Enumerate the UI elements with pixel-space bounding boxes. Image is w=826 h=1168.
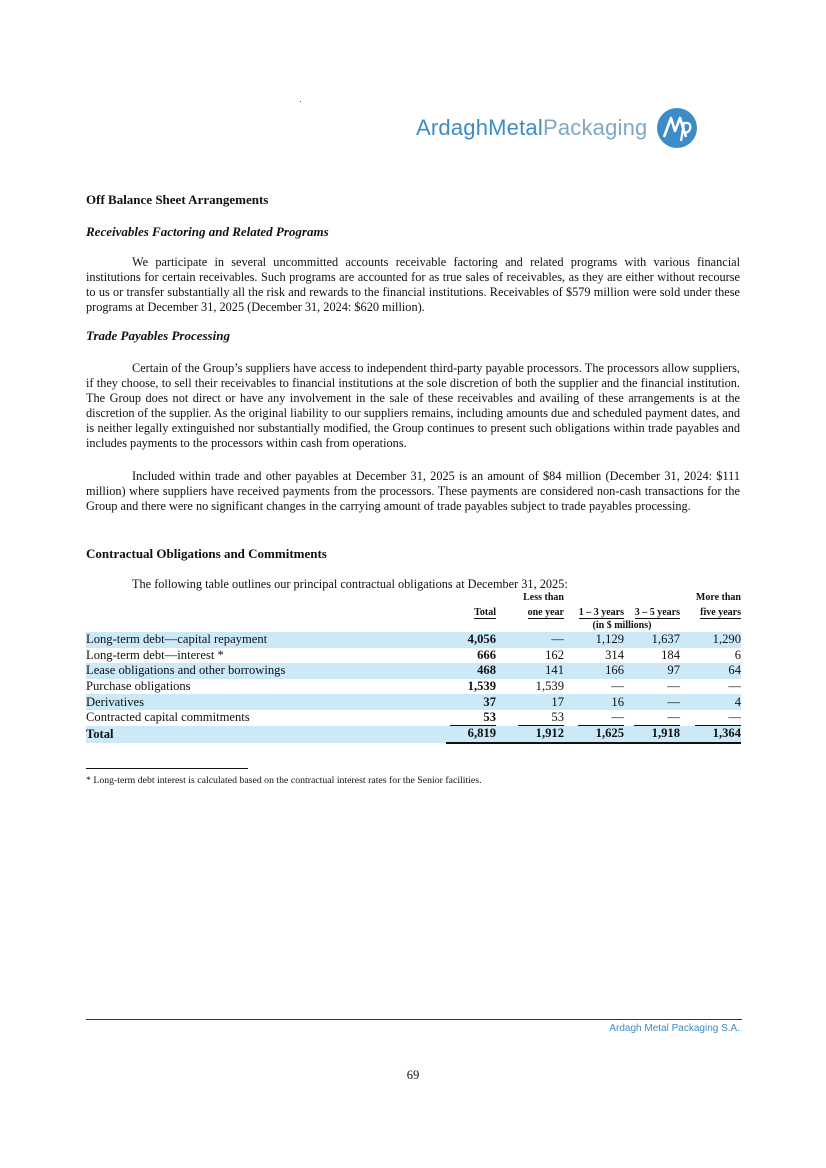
footer-divider — [86, 1019, 742, 1020]
footnote-divider — [86, 768, 248, 769]
header-lt1-line2: one year — [527, 607, 564, 618]
table-row: Long-term debt—capital repayment 4,056 — 1,129 1,637 1,290 — [86, 632, 741, 647]
table-row: Contracted capital commitments 53 53 — — — — [86, 709, 741, 725]
paragraph-contractual-intro: The following table outlines our principal contractual obligations at December 31, 2025: — [132, 577, 568, 591]
header-gt5-line1: More than — [695, 592, 741, 603]
table-row: Long-term debt—interest * 666 162 314 184 6 — [86, 647, 741, 662]
header-gt5-line2: five years — [700, 607, 741, 618]
section-heading-off-balance: Off Balance Sheet Arrangements — [86, 192, 269, 207]
units-label: (in $ millions) — [592, 620, 652, 631]
footnote: * Long-term debt interest is calculated based on the contractual interest rates for the Senior facilities. — [86, 775, 482, 786]
paragraph-receivables: We participate in several uncommitted accounts receivable factoring and related programs with various financial institutions for certain receivables. Such programs are accounted for as true sales of receivables, as they are either without recourse to us or transfer substantially all the risk and rewards to the financial institutions. Receivables of $579 million were sold under these programs at December 31, 2025 (December 31, 2024: $620 million). — [86, 255, 740, 315]
paragraph-trade-payables: Certain of the Group’s suppliers have access to independent third-party payable processors. The processors allow suppliers, if they choose, to sell their receivables to financial institutions at the sole discretion of both the supplier and the financial institution. The Group does not direct or have any involvement in the sale of these receivables and availing of these arrangements is at the discretion of the supplier. As the original liability to our suppliers remains, including amounts due and scheduled payment dates, and is neither legally extinguished nor substantially modified, the Group continues to present such obligations within trade payables and includes payments to the processors within cash from operations. — [86, 361, 740, 451]
table-total-row: Total 6,819 1,912 1,625 1,918 1,364 — [86, 726, 741, 741]
footer-company-name: Ardagh Metal Packaging S.A. — [609, 1023, 740, 1034]
stray-dot — [300, 101, 301, 102]
contractual-obligations-table — [86, 590, 741, 744]
logo-wordmark: ArdaghMetalPackaging — [416, 115, 648, 140]
table-row: Derivatives 37 17 16 — 4 — [86, 694, 741, 709]
header-total: Total — [474, 607, 496, 618]
subheading-trade-payables: Trade Payables Processing — [86, 328, 230, 343]
table-row: Purchase obligations 1,539 1,539 — — — — [86, 679, 741, 694]
page-number: 69 — [406, 1068, 420, 1082]
table-header-row — [86, 590, 741, 620]
header-1-3-years: 1 – 3 years — [578, 607, 624, 618]
company-logo — [416, 106, 698, 150]
header-3-5-years: 3 – 5 years — [634, 607, 680, 618]
amp-logo-icon — [656, 107, 698, 149]
table-units-row — [86, 620, 741, 632]
subheading-receivables: Receivables Factoring and Related Programs — [86, 224, 329, 239]
table-row: Lease obligations and other borrowings 468 141 166 97 64 — [86, 663, 741, 678]
paragraph-trade-payables-amount: Included within trade and other payables at December 31, 2025 is an amount of $84 million (December 31, 2024: $111 million) where suppliers have received payments from the processors. These payments are considered non-cash transactions for the Group and there were no significant changes in the carrying amount of trade payables subject to trade payables processing. — [86, 469, 740, 514]
header-lt1-line1: Less than — [523, 592, 564, 603]
section-heading-contractual: Contractual Obligations and Commitments — [86, 546, 327, 561]
